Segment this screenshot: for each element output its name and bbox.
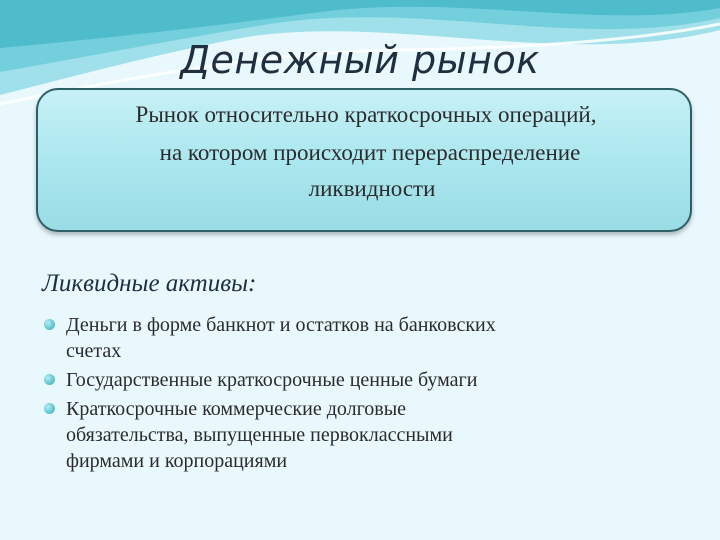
bullet-text: счетах	[66, 340, 122, 362]
bullet-text: Краткосрочные коммерческие долговые	[66, 398, 407, 420]
bullet-item	[44, 396, 684, 474]
bullet-text: обязательства, выпущенные первоклассными	[66, 424, 453, 446]
bullet-icon	[44, 319, 55, 330]
bullet-icon	[44, 403, 55, 414]
bullet-icon	[44, 374, 55, 385]
slide-title: Денежный рынок	[180, 38, 540, 82]
bullet-item	[44, 312, 684, 364]
bullet-text: Государственные краткосрочные ценные бумаги	[66, 369, 478, 391]
definition-line-1: Рынок относительно краткосрочных операций,	[135, 102, 597, 127]
definition-line-3: ликвидности	[308, 176, 436, 201]
definition-line-2: на котором происходит перераспределение	[159, 140, 581, 165]
subheading: Ликвидные активы:	[42, 270, 257, 297]
bullet-item	[44, 367, 684, 393]
bullet-text: Деньги в форме банкнот и остатков на банковских	[66, 314, 496, 336]
bullet-text: фирмами и корпорациями	[66, 450, 288, 472]
definition-box	[36, 88, 692, 232]
bullet-list	[44, 312, 684, 477]
